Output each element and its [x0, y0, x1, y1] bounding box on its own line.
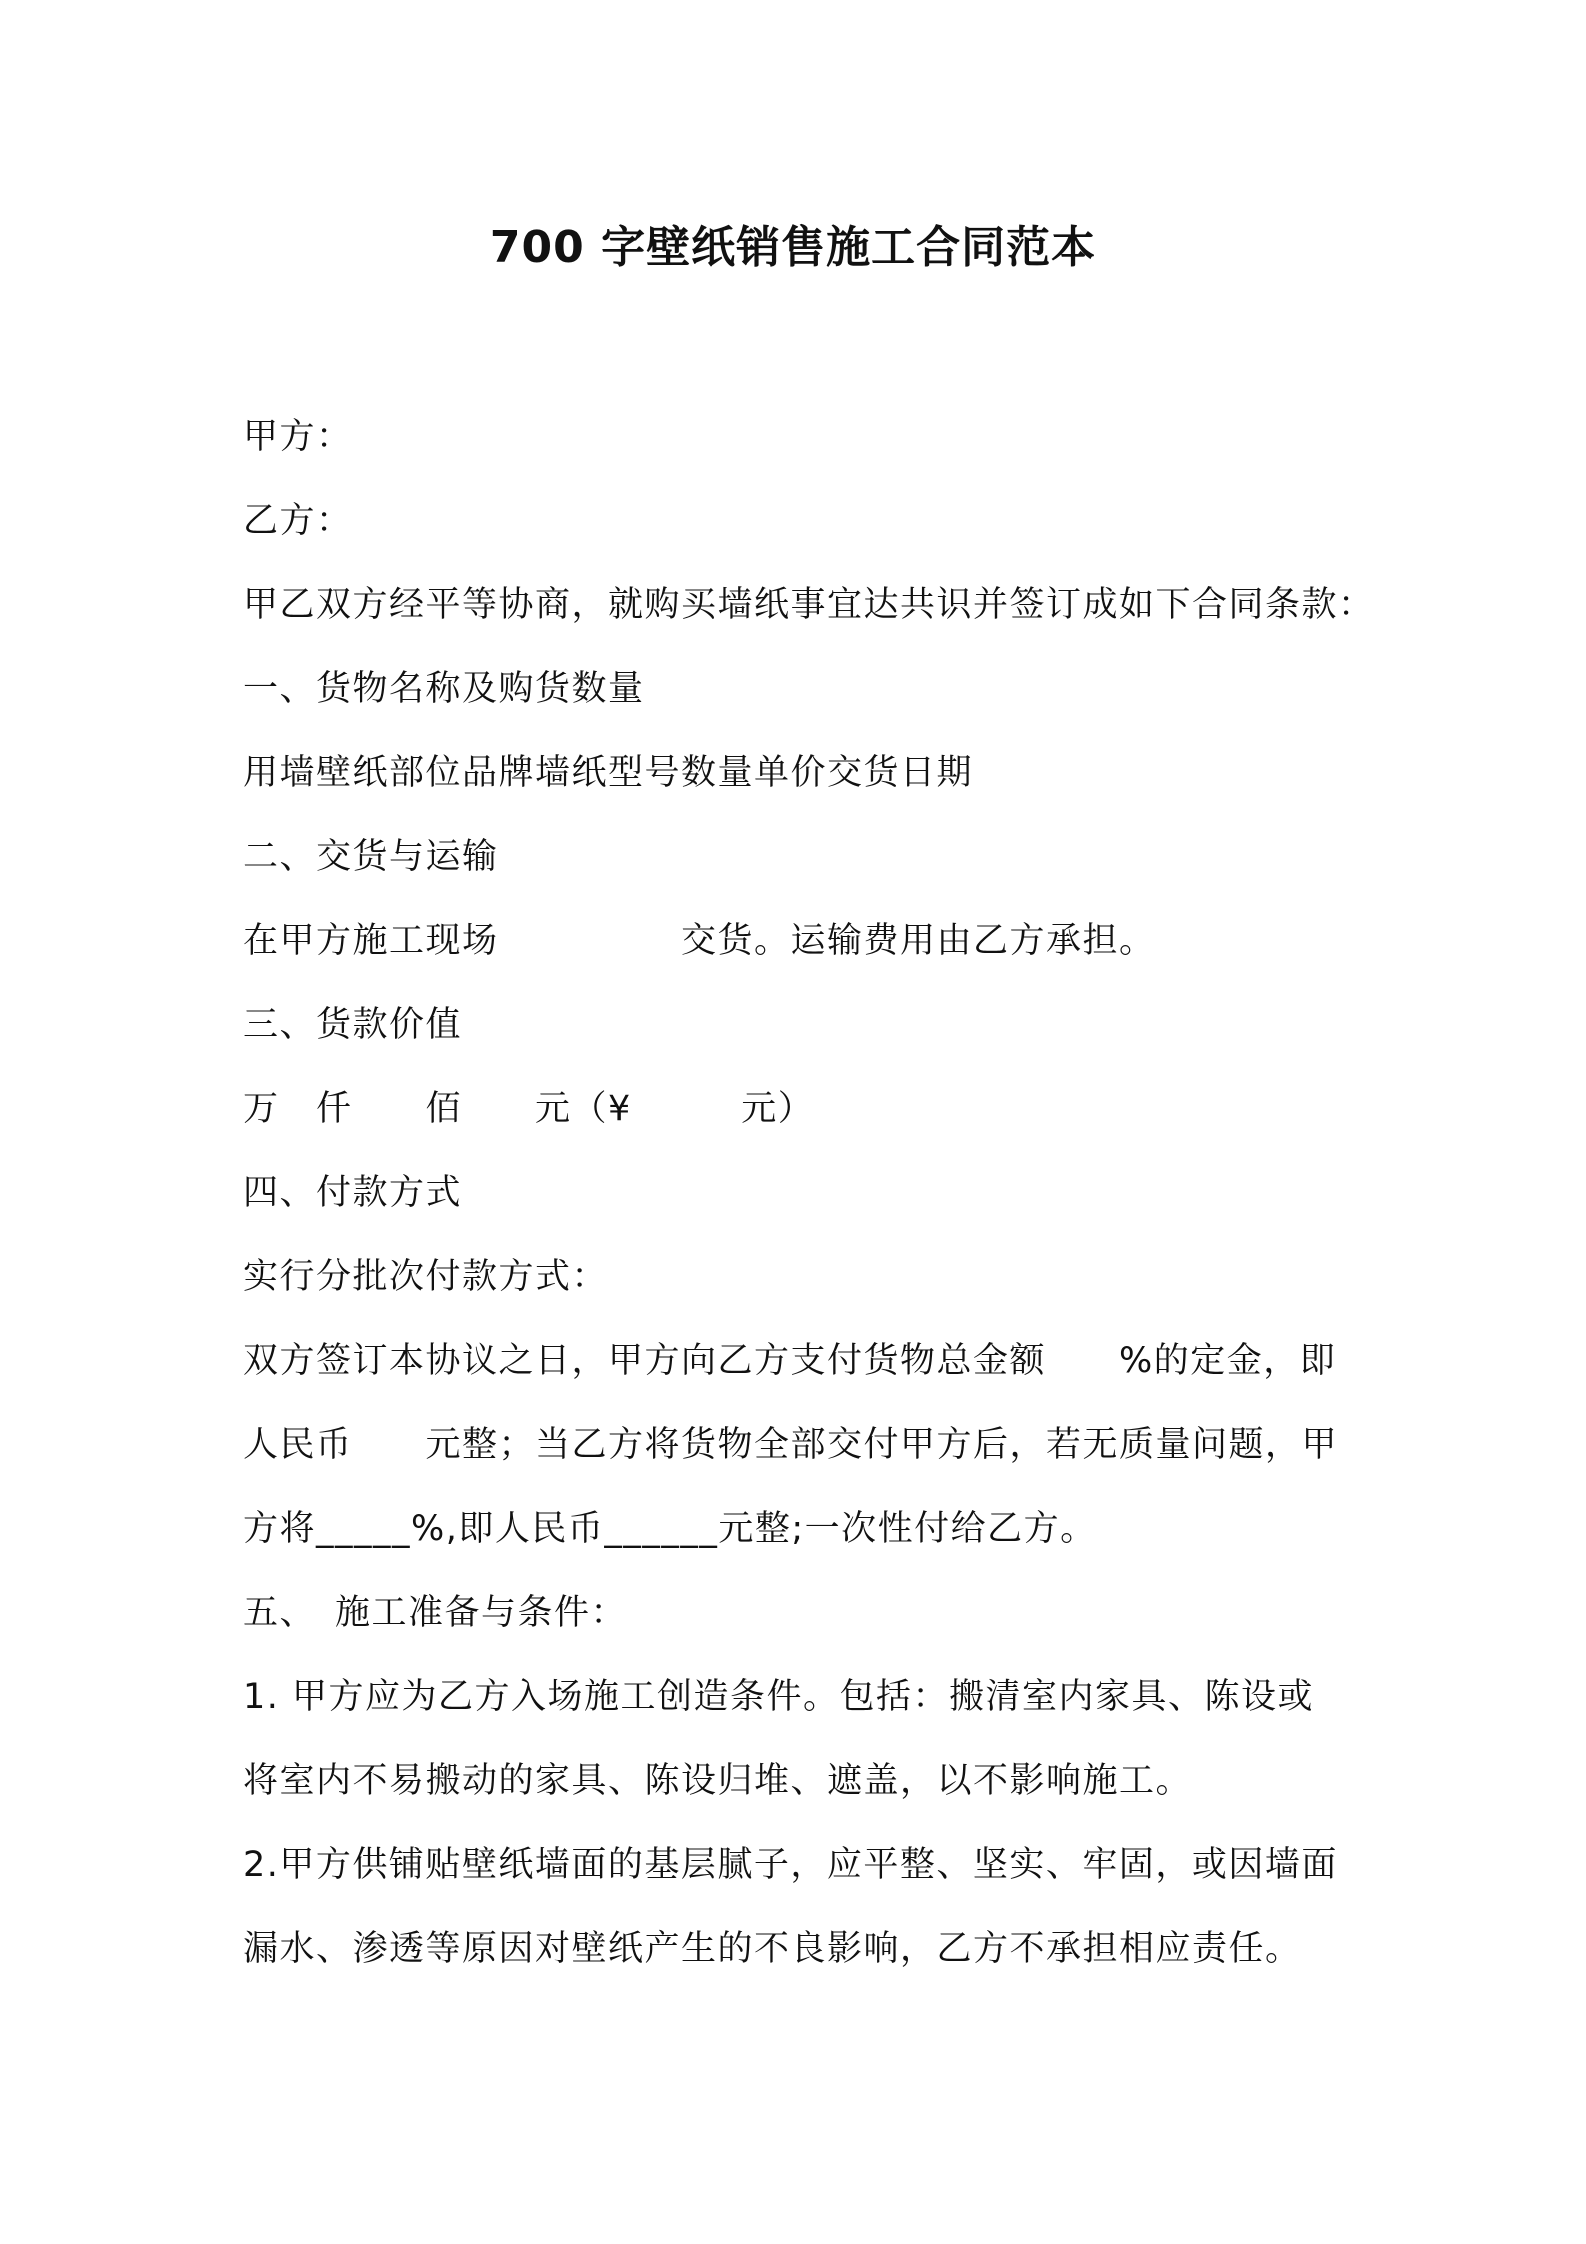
section-4-heading: 四、付款方式 — [243, 1173, 463, 1213]
section-3-heading: 三、货款价值 — [243, 1005, 463, 1045]
clause-2-line-1: 2.甲方供铺贴壁纸墙面的基层腻子，应平整、坚实、牢固，或因墙面 — [243, 1845, 1338, 1885]
goods-table-header: 用墙壁纸部位品牌墙纸型号数量单价交货日期 — [243, 753, 974, 793]
payment-method-line: 实行分批次付款方式： — [243, 1257, 609, 1297]
document-title: 700 字壁纸销售施工合同范本 — [489, 222, 1097, 273]
clause-1-line-2: 将室内不易搬动的家具、陈设归堆、遮盖，以不影响施工。 — [243, 1761, 1193, 1801]
section-1-heading: 一、货物名称及购货数量 — [243, 669, 645, 709]
clause-2-line-2: 漏水、渗透等原因对壁纸产生的不良影响，乙方不承担相应责任。 — [243, 1929, 1302, 1969]
clause-1-line-1: 1. 甲方应为乙方入场施工创造条件。包括：搬清室内家具、陈设或 — [243, 1677, 1315, 1717]
party-a-label: 甲方： — [243, 417, 353, 457]
price-amount-line: 万 仟 佰 元（¥ 元） — [243, 1089, 815, 1129]
payment-paragraph-line-1: 双方签订本协议之日，甲方向乙方支付货物总金额 %的定金，即 — [243, 1341, 1337, 1381]
payment-paragraph-line-2: 人民币 元整；当乙方将货物全部交付甲方后，若无质量问题，甲 — [243, 1425, 1339, 1465]
delivery-paragraph: 在甲方施工现场 交货。运输费用由乙方承担。 — [243, 921, 1156, 961]
section-5-heading: 五、 施工准备与条件： — [243, 1593, 628, 1633]
section-2-heading: 二、交货与运输 — [243, 837, 499, 877]
payment-paragraph-line-3: 方将_____%,即人民币______元整;一次性付给乙方。 — [243, 1509, 1097, 1549]
preamble-paragraph: 甲乙双方经平等协商，就购买墙纸事宜达共识并签订成如下合同条款： — [243, 585, 1375, 625]
party-b-label: 乙方： — [243, 501, 353, 541]
